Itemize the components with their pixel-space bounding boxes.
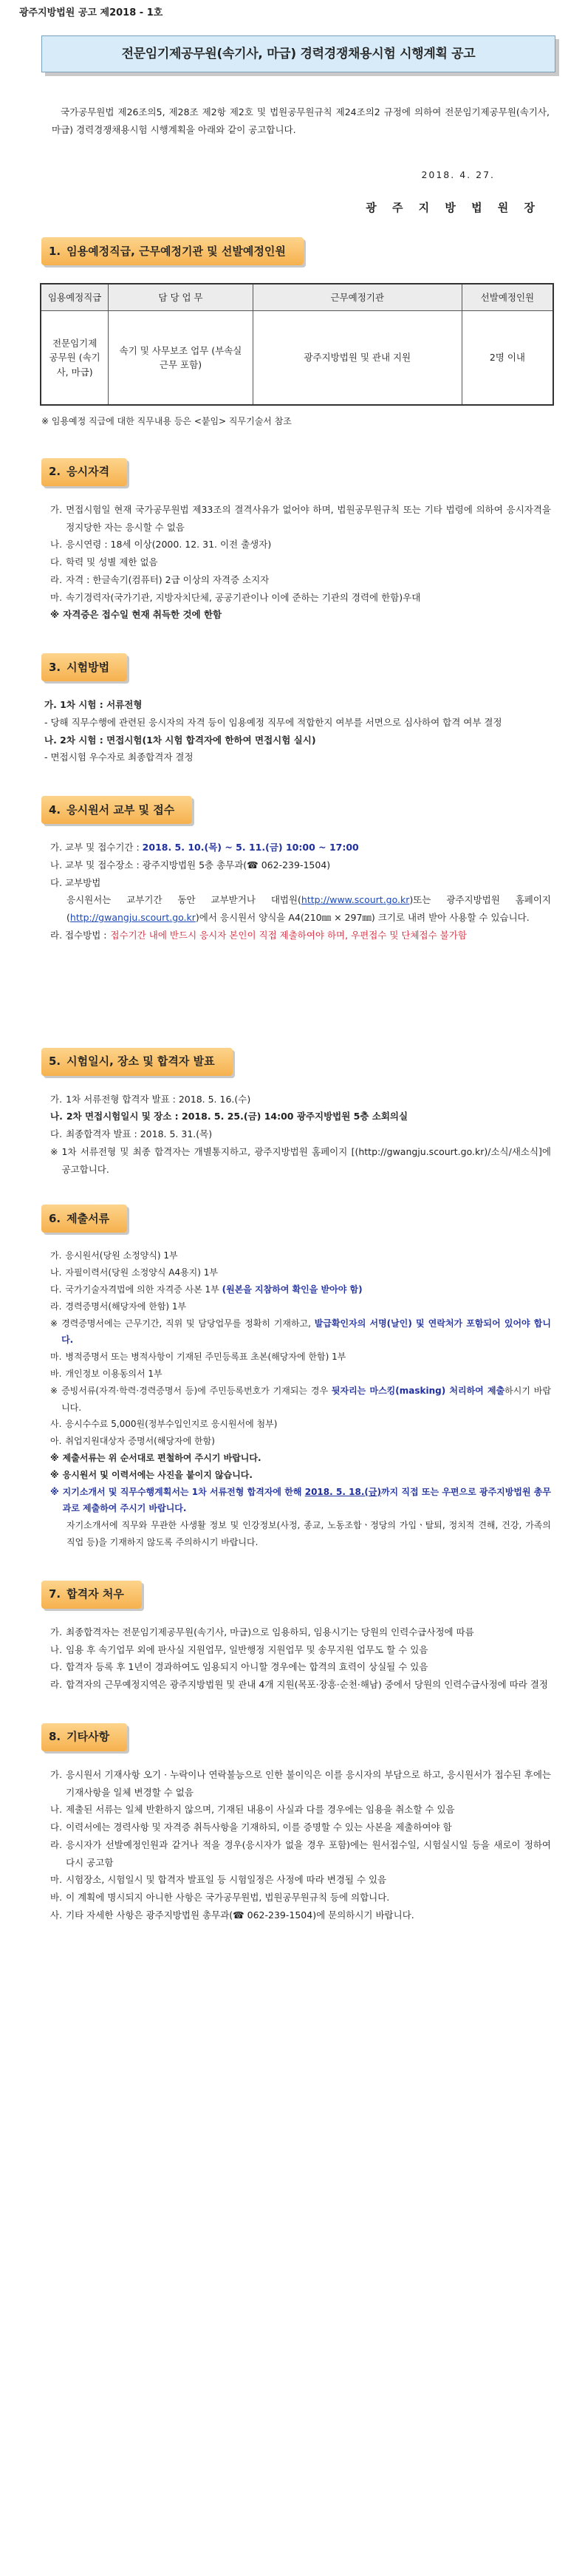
duty-cell: 속기 및 사무보조 업무 (부속실 근무 포함) — [109, 310, 253, 405]
list-item — [50, 1484, 551, 1518]
method-label: 다. 교부방법 — [50, 876, 101, 888]
exam-stage-2: 나. 2차 시험 : 면접시험(1차 시험 합격자에 한하여 면접시험 실시) — [44, 734, 316, 746]
section-3-title: 시험방법 — [66, 660, 110, 674]
section-7-title: 합격자 처우 — [66, 1587, 124, 1601]
list-item — [50, 1766, 551, 1802]
method-text: 응시원서는 교부기간 동안 교부받거나 대법원( — [66, 894, 301, 906]
item-text: 자필이력서(당원 소정양식 A4용지) 1부 — [65, 1267, 218, 1278]
item-marker: 다. — [50, 1128, 63, 1140]
list-item — [50, 1108, 551, 1125]
eligibility-list — [50, 501, 551, 624]
application-list — [50, 839, 551, 944]
section-3-heading — [41, 653, 127, 681]
list-item — [50, 1450, 551, 1467]
item-marker: 바. — [50, 1369, 62, 1380]
misc-list — [50, 1766, 551, 1924]
section-5 — [19, 1048, 566, 1179]
submit-value: 접수기간 내에 반드시 응시자 본인이 직접 제출하여야 하며, 우편접수 및 단체접수 불가함 — [110, 929, 467, 941]
notice-date: 2018. 4. 27. — [421, 168, 495, 180]
exam-method-list — [44, 696, 551, 766]
list-item — [50, 1143, 551, 1179]
item-text: 제출서류는 위 순서대로 편철하여 주시기 바랍니다. — [62, 1453, 261, 1464]
section-8-heading — [41, 1723, 127, 1751]
table-header-row — [41, 284, 553, 310]
list-item — [50, 1907, 551, 1924]
section-8 — [19, 1723, 566, 1924]
item-marker: 가. — [50, 1768, 63, 1780]
item-text: 국가기술자격법에 의한 자격증 사본 1부 — [65, 1284, 222, 1295]
list-item — [50, 553, 551, 571]
list-item — [50, 1836, 551, 1872]
list-item — [50, 1416, 551, 1433]
documents-list — [50, 1247, 551, 1550]
item-text: 기타 자세한 사항은 광주지방법원 총무과(☎ 062-239-1504)에 문의하시기 바랍니다. — [66, 1909, 414, 1921]
item-text: 이력서에는 경력사항 및 자격증 취득사항을 기재하되, 이를 증명할 수 있는 사본을 제출하여야 함 — [66, 1822, 452, 1833]
section-6-number: 6. — [49, 1211, 61, 1225]
exam-stage-2-desc: - 면접시험 우수자로 최종합격자 결정 — [44, 752, 194, 763]
item-text: 학력 및 성별 제한 없음 — [66, 556, 158, 568]
item-text: 경력증명서(해당자에 한함) 1부 — [65, 1301, 187, 1312]
table-header-cell: 근무예정기관 — [253, 284, 462, 310]
list-item — [50, 1247, 551, 1264]
section-1-number: 1. — [49, 244, 61, 258]
section-4 — [19, 796, 566, 944]
list-item — [50, 1298, 551, 1315]
section-6 — [19, 1204, 566, 1550]
court-signature: 광 주 지 방 법 원 장 — [366, 201, 541, 215]
list-item — [50, 1433, 551, 1450]
item-marker: 가. — [50, 503, 63, 515]
item-text: 증빙서류(자격·학력·경력증명서 등)에 주민등록번호가 기재되는 경우 — [61, 1385, 332, 1396]
section-1-heading — [41, 237, 304, 265]
section-2-title: 응시자격 — [66, 465, 110, 479]
item-marker: 바. — [50, 1892, 63, 1904]
item-marker: ※ — [50, 1318, 58, 1329]
item-marker: 가. — [50, 1626, 63, 1638]
list-item — [50, 856, 551, 874]
section-3 — [19, 653, 566, 766]
item-text: 합격자의 근무예정지역은 광주지방법원 및 관내 4개 지원(목포·장흥·순천·해남) 중에서 당원의 인력수급사정에 따라 결정 — [66, 1679, 548, 1691]
table-header-cell: 담 당 업 무 — [109, 284, 253, 310]
item-text: 경력증명서에는 근무기간, 직위 및 담당업무를 정확히 기재하고, — [61, 1318, 315, 1329]
list-item — [50, 927, 551, 944]
list-item — [50, 1349, 551, 1366]
section-2 — [19, 458, 566, 624]
list-item — [50, 874, 551, 892]
item-marker: ※ — [50, 1453, 59, 1464]
list-item — [50, 1889, 551, 1907]
rank-cell: 전문임기제 공무원 (속기사, 마급) — [41, 310, 109, 405]
item-text: 응시원서 기재사항 오기 · 누락이나 연락불능으로 인한 불이익은 이를 응시자의 부담으로 하고, 응시원서가 접수된 후에는 기재사항을 일체 변경할 수 없음 — [66, 1768, 551, 1798]
list-item — [50, 606, 551, 624]
gwangju-link[interactable]: http://gwangju.scourt.go.kr — [69, 912, 196, 924]
item-text: 속기경력자(국가기관, 지방자치단체, 공공기관이나 이에 준하는 기관의 경력에 한함)우대 — [66, 591, 421, 603]
item-text: 병적증명서 또는 병적사항이 기재된 주민등록표 초본(해당자에 한함) 1부 — [65, 1352, 346, 1363]
item-marker: 아. — [50, 1436, 62, 1447]
item-marker: ※ — [50, 1486, 59, 1497]
page-title: 전문임기제공무원(속기사, 마급) 경력경쟁채용시험 시행계획 공고 — [41, 35, 555, 72]
item-text: 이 계획에 명시되지 아니한 사항은 국가공무원법, 법원공무원규칙 등에 의합니다. — [66, 1892, 390, 1904]
item-text: 자격증은 접수일 현재 취득한 것에 한함 — [63, 609, 222, 621]
list-item — [50, 501, 551, 536]
method-text: )또는 광주지방법원 홈페이지( — [66, 894, 551, 924]
item-text: 면접시험일 현재 국가공무원법 제33조의 결격사유가 없어야 하며, 법원공무원규칙 또는 기타 법령에 의하여 응시자격을 정지당한 자는 응시할 수 없음 — [66, 503, 551, 533]
item-marker: 가. — [50, 1250, 62, 1261]
item-text: 응시수수료 5,000원(정부수입인지로 응시원서에 첨부) — [65, 1419, 278, 1430]
item-emphasis: 까지 직접 또는 우편으로 광주지방법원 총무과로 제출하여 주시기 바랍니다. — [62, 1486, 551, 1514]
period-value: 2018. 5. 10.(목) ~ 5. 11.(금) 10:00 ~ 17:00 — [142, 842, 359, 853]
list-item — [50, 589, 551, 607]
section-7-number: 7. — [49, 1587, 61, 1601]
list-item — [50, 1658, 551, 1676]
privacy-note: 자기소개서에 직무와 무관한 사생활 정보 및 인강정보(사정, 종교, 노동조합ㆍ정당의 가입ㆍ탈퇴, 정치적 견해, 건강, 가족의 직업 등)을 기재하지 않도록 주의하시기 바랍니다. — [66, 1520, 551, 1548]
section-1-title: 임용예정직급, 근무예정기관 및 선발예정인원 — [66, 244, 286, 258]
period-label: 가. 교부 및 접수기간 : — [50, 842, 140, 853]
item-text: 개인정보 이용동의서 1부 — [65, 1369, 162, 1380]
list-item — [50, 1467, 551, 1484]
item-text: 2차 면접시험일시 및 장소 : 2018. 5. 25.(금) 14:00 광주지방법원 5층 소회의실 — [66, 1111, 408, 1122]
item-text: 지기소개서 및 직무수행계획서는 1차 서류전형 합격자에 한해 — [62, 1486, 305, 1497]
table-row — [41, 310, 553, 405]
item-text: 응시연령 : 18세 이상(2000. 12. 31. 이전 출생자) — [66, 539, 272, 551]
item-text: 제출된 서류는 일체 반환하지 않으며, 기재된 내용이 사실과 다를 경우에는 임용을 취소할 수 있음 — [66, 1804, 455, 1816]
place-cell: 광주지방법원 및 관내 지원 — [253, 310, 462, 405]
item-text: 1차 서류전형 및 최종 합격자는 개별통지하고, 광주지방법원 홈페이지 [(http://gwangju.scourt.go.kr)/소식/새소식]에 공고합니다. — [61, 1145, 551, 1175]
table-header-cell: 선발예정인원 — [462, 284, 553, 310]
list-item — [50, 1383, 551, 1417]
item-marker: 마. — [50, 1352, 62, 1363]
item-marker: 다. — [50, 556, 63, 568]
item-marker: ※ — [50, 1145, 58, 1157]
list-item — [50, 1125, 551, 1143]
item-marker: ※ — [50, 609, 60, 621]
list-item — [50, 1676, 551, 1694]
item-marker: 다. — [50, 1284, 62, 1295]
section-5-number: 5. — [49, 1054, 61, 1069]
item-marker: 라. — [50, 1679, 63, 1691]
list-item — [50, 536, 551, 553]
section-4-number: 4. — [49, 803, 61, 817]
item-marker: 나. — [50, 539, 63, 551]
submit-label: 라. 접수방법 : — [50, 929, 107, 941]
item-text: 하시기 바랍니다. — [61, 1385, 551, 1413]
section-4-title: 응시원서 교부 및 접수 — [66, 803, 175, 817]
table-header-cell: 임용예정직급 — [41, 284, 109, 310]
list-item — [50, 1091, 551, 1108]
item-marker: 가. — [50, 1093, 63, 1105]
count-cell: 2명 이내 — [462, 310, 553, 405]
item-text: 시험장소, 시험일시 및 합격자 발표일 등 시험일정은 사정에 따라 변경될 수 있음 — [66, 1874, 387, 1886]
section-5-heading — [41, 1048, 233, 1076]
section-2-heading — [41, 458, 127, 486]
item-text: 임용 후 속기업무 외에 판사실 지원업무, 일반행정 지원업무 및 송무지원 업무도 할 수 있음 — [66, 1643, 428, 1655]
item-marker: 라. — [50, 1839, 63, 1850]
section-1 — [19, 237, 566, 429]
item-marker: 나. — [50, 1267, 62, 1278]
item-marker: 라. — [50, 573, 63, 585]
item-marker: 다. — [50, 1822, 63, 1833]
treatment-list — [50, 1623, 551, 1694]
method-text: )에서 응시원서 양식을 A4(210㎜ × 297㎜) 크기로 내려 받아 사용할 수 있습니다. — [195, 912, 530, 924]
item-text: 최종합격자 발표 : 2018. 5. 31.(목) — [66, 1128, 213, 1140]
section-8-number: 8. — [49, 1730, 61, 1744]
list-item — [50, 1623, 551, 1641]
list-item — [50, 1871, 551, 1889]
item-marker: ※ — [50, 1469, 59, 1480]
section-6-title: 제출서류 — [66, 1211, 110, 1225]
table-note: ※ 임용예정 직급에 대한 직무내용 등은 <붙임> 직무기술서 참조 — [41, 416, 292, 427]
deadline-date: 2018. 5. 18.(금) — [304, 1486, 381, 1497]
list-item — [50, 1641, 551, 1659]
list-item — [50, 1264, 551, 1281]
item-text: 응시원서(당원 소정양식) 1부 — [65, 1250, 178, 1261]
item-marker: 사. — [50, 1909, 63, 1921]
item-emphasis: 뒷자리는 마스킹(masking) 처리하여 제출 — [331, 1385, 505, 1396]
position-table — [40, 283, 554, 406]
section-8-title: 기타사항 — [66, 1730, 110, 1744]
item-marker: 나. — [50, 1643, 63, 1655]
section-7 — [19, 1581, 566, 1694]
notice-number: 광주지방법원 공고 제2018 - 1호 — [19, 7, 163, 18]
title-banner — [41, 35, 555, 72]
item-text: 자격 : 한글속기(컴퓨터) 2급 이상의 자격증 소지자 — [66, 573, 270, 585]
list-item — [50, 571, 551, 589]
exam-stage-1-desc: - 당해 직무수행에 관련된 응시자의 자격 등이 임용예정 직무에 적합한지 여부를 서면으로 심사하여 합격 여부 결정 — [44, 716, 502, 728]
item-marker: 마. — [50, 1874, 63, 1886]
item-marker: ※ — [50, 1385, 58, 1396]
intro-paragraph: 국가공무원법 제26조의5, 제28조 제2항 제2호 및 법원공무원규칙 제24조의2 규정에 의하여 전문임기제공무원(속기사, 마급) 경력경쟁채용시험 시행계획을 아래와 같이 공고합니다. — [52, 106, 550, 136]
section-3-number: 3. — [49, 660, 61, 674]
item-text: 응시원서 및 이력서에는 사진을 붙이지 않습니다. — [62, 1469, 253, 1480]
item-emphasis: 발급확인자의 서명(날인) 및 연락처가 포함되어 있어야 합니다. — [61, 1318, 551, 1346]
schedule-list — [50, 1091, 551, 1179]
place-label: 나. 교부 및 접수장소 : 광주지방법원 5층 총무과(☎ 062-239-1504) — [50, 859, 331, 870]
list-item — [50, 1281, 551, 1298]
item-text: 취업지원대상자 증명서(해당자에 한함) — [65, 1436, 215, 1447]
section-4-heading — [41, 796, 192, 824]
item-marker: 라. — [50, 1301, 62, 1312]
item-marker: 나. — [50, 1804, 63, 1816]
list-item — [50, 1366, 551, 1383]
item-text: 응시자가 선발예정인원과 같거나 적을 경우(응시자가 없을 경우 포함)에는 원서접수일, 시험실시일 등을 새로이 정하여 다시 공고함 — [66, 1839, 551, 1868]
section-2-number: 2. — [49, 465, 61, 479]
method-desc — [50, 891, 551, 927]
list-item — [50, 1801, 551, 1819]
item-text: 합격자 등록 후 1년이 경과하여도 임용되지 아니할 경우에는 합격의 효력이 상실될 수 있음 — [66, 1661, 428, 1673]
section-5-title: 시험일시, 장소 및 합격자 발표 — [66, 1054, 215, 1069]
item-text: 최종합격자는 전문임기제공무원(속기사, 마급)으로 임용하되, 임용시기는 당원의 인력수급사정에 따름 — [66, 1626, 474, 1638]
item-emphasis: (원본을 지참하여 확인을 받아야 함) — [222, 1284, 363, 1295]
item-marker: 마. — [50, 591, 63, 603]
section-6-heading — [41, 1204, 127, 1233]
list-item — [50, 1315, 551, 1349]
item-marker: 사. — [50, 1419, 62, 1430]
exam-stage-1: 가. 1차 시험 : 서류전형 — [44, 699, 143, 711]
list-item — [50, 1819, 551, 1836]
item-marker: 다. — [50, 1661, 63, 1673]
scourt-link[interactable]: http://www.scourt.go.kr — [301, 894, 410, 906]
item-marker: 나. — [50, 1111, 63, 1122]
list-item — [50, 839, 551, 856]
item-text: 1차 서류전형 합격자 발표 : 2018. 5. 16.(수) — [66, 1093, 251, 1105]
section-7-heading — [41, 1581, 142, 1609]
